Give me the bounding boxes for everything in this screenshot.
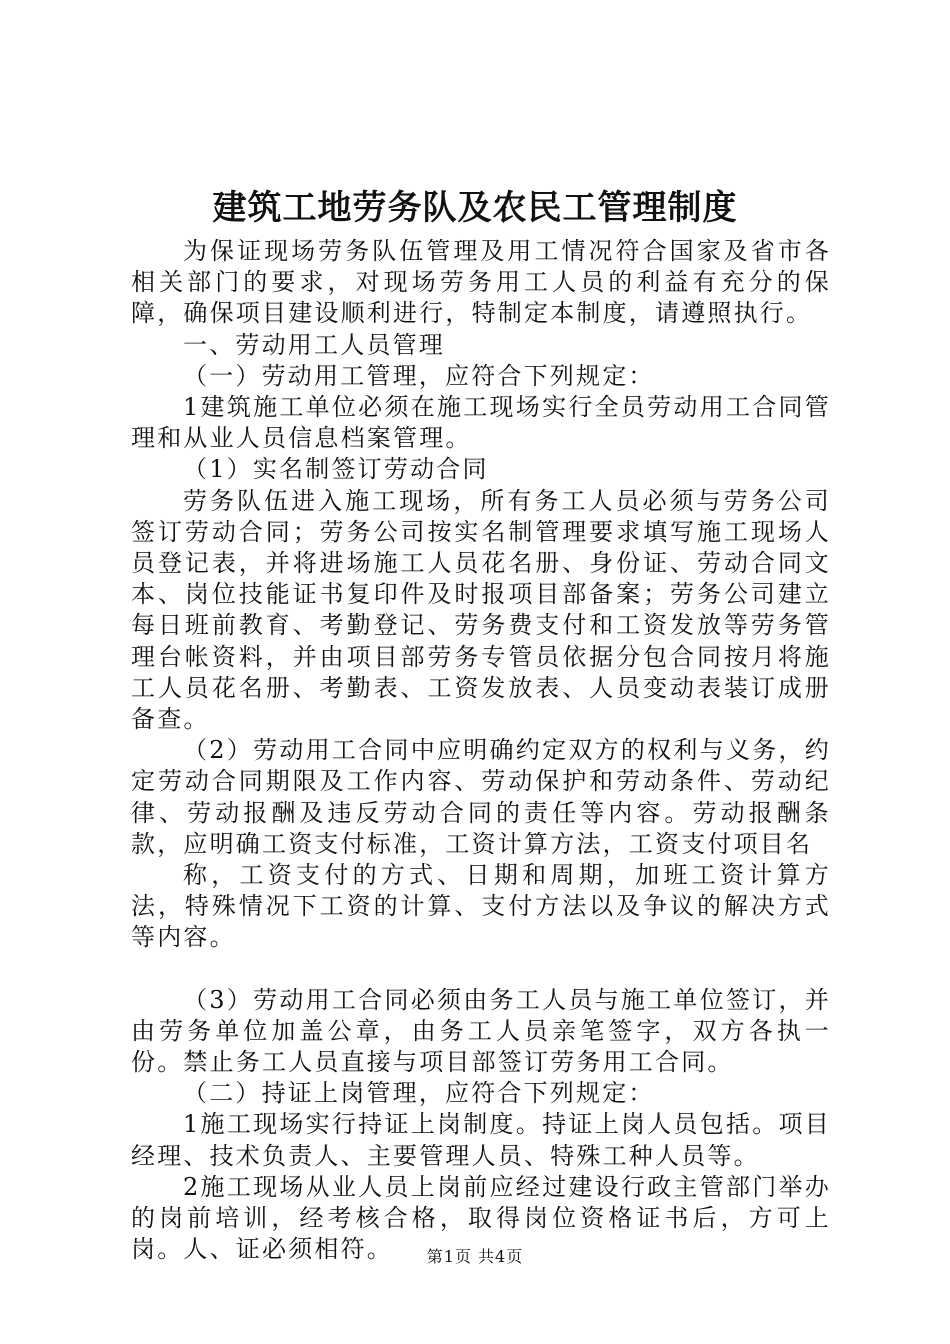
paragraph-gap: [131, 954, 831, 985]
page-footer: 第1页 共4页: [426, 1247, 524, 1266]
paragraph-intro: 为保证现场劳务队伍管理及用工情况符合国家及省市各相关部门的要求，对现场劳务用工人员的利益有充分的保障，确保项目建设顺利进行，特制定本制度，请遵照执行。: [131, 237, 831, 328]
paragraph-realname-contract: 劳务队伍进入施工现场，所有务工人员必须与劳务公司签订劳动合同；劳务公司按实名制管理要求填写施工现场人员登记表，并将进场施工人员花名册、身份证、劳动合同文本、岗位技能证书复印件及时报项目部备案；劳务公司建立每日班前教育、考勤登记、劳务费支付和工资发放等劳务管理台帐资料，并由项目部劳务专管员依据分包合同按月将施工人员花名册、考勤表、工资发放表、人员变动表装订成册备查。: [131, 486, 831, 734]
paragraph-subitem-2: （2）劳动用工合同中应明确约定双方的权利与义务，约定劳动合同期限及工作内容、劳动保护和劳动条件、劳动纪律、劳动报酬及违反劳动合同的责任等内容。劳动报酬条款，应明确工资支付标准，工资计算方法，工资支付项目名: [131, 736, 831, 858]
section-heading-1: 一、劳动用工人员管理: [183, 330, 445, 359]
paragraph-certification-1: 1施工现场实行持证上岗制度。持证上岗人员包括。项目经理、技术负责人、主要管理人员、特殊工种人员等。: [131, 1110, 831, 1170]
document-body: [131, 236, 831, 1266]
paragraph-item-1: 1建筑施工单位必须在施工现场实行全员劳动用工合同管理和从业人员信息档案管理。: [131, 393, 831, 453]
subsection-heading-1: （一）劳动用工管理，应符合下列规定：: [183, 361, 655, 390]
paragraph-certification-2: 2施工现场从业人员上岗前应经过建设行政主管部门举办的岗前培训，经考核合格，取得岗位资格证书后，方可上岗。人、证必须相符。: [131, 1172, 831, 1264]
subsection-heading-2: （二）持证上岗管理，应符合下列规定：: [183, 1079, 655, 1108]
subitem-heading-1: （1）实名制签订劳动合同: [183, 455, 489, 484]
paragraph-subitem-2-continued: 称，工资支付的方式、日期和周期，加班工资计算方法，特殊情况下工资的计算、支付方法以及争议的解决方式等内容。: [131, 861, 831, 952]
paragraph-subitem-3: （3）劳动用工合同必须由务工人员与施工单位签订，并由劳务单位加盖公章，由务工人员亲笔签字，双方各执一份。禁止务工人员直接与项目部签订劳务用工合同。: [131, 985, 831, 1077]
document-title: 建筑工地劳务队及农民工管理制度: [212, 188, 738, 228]
